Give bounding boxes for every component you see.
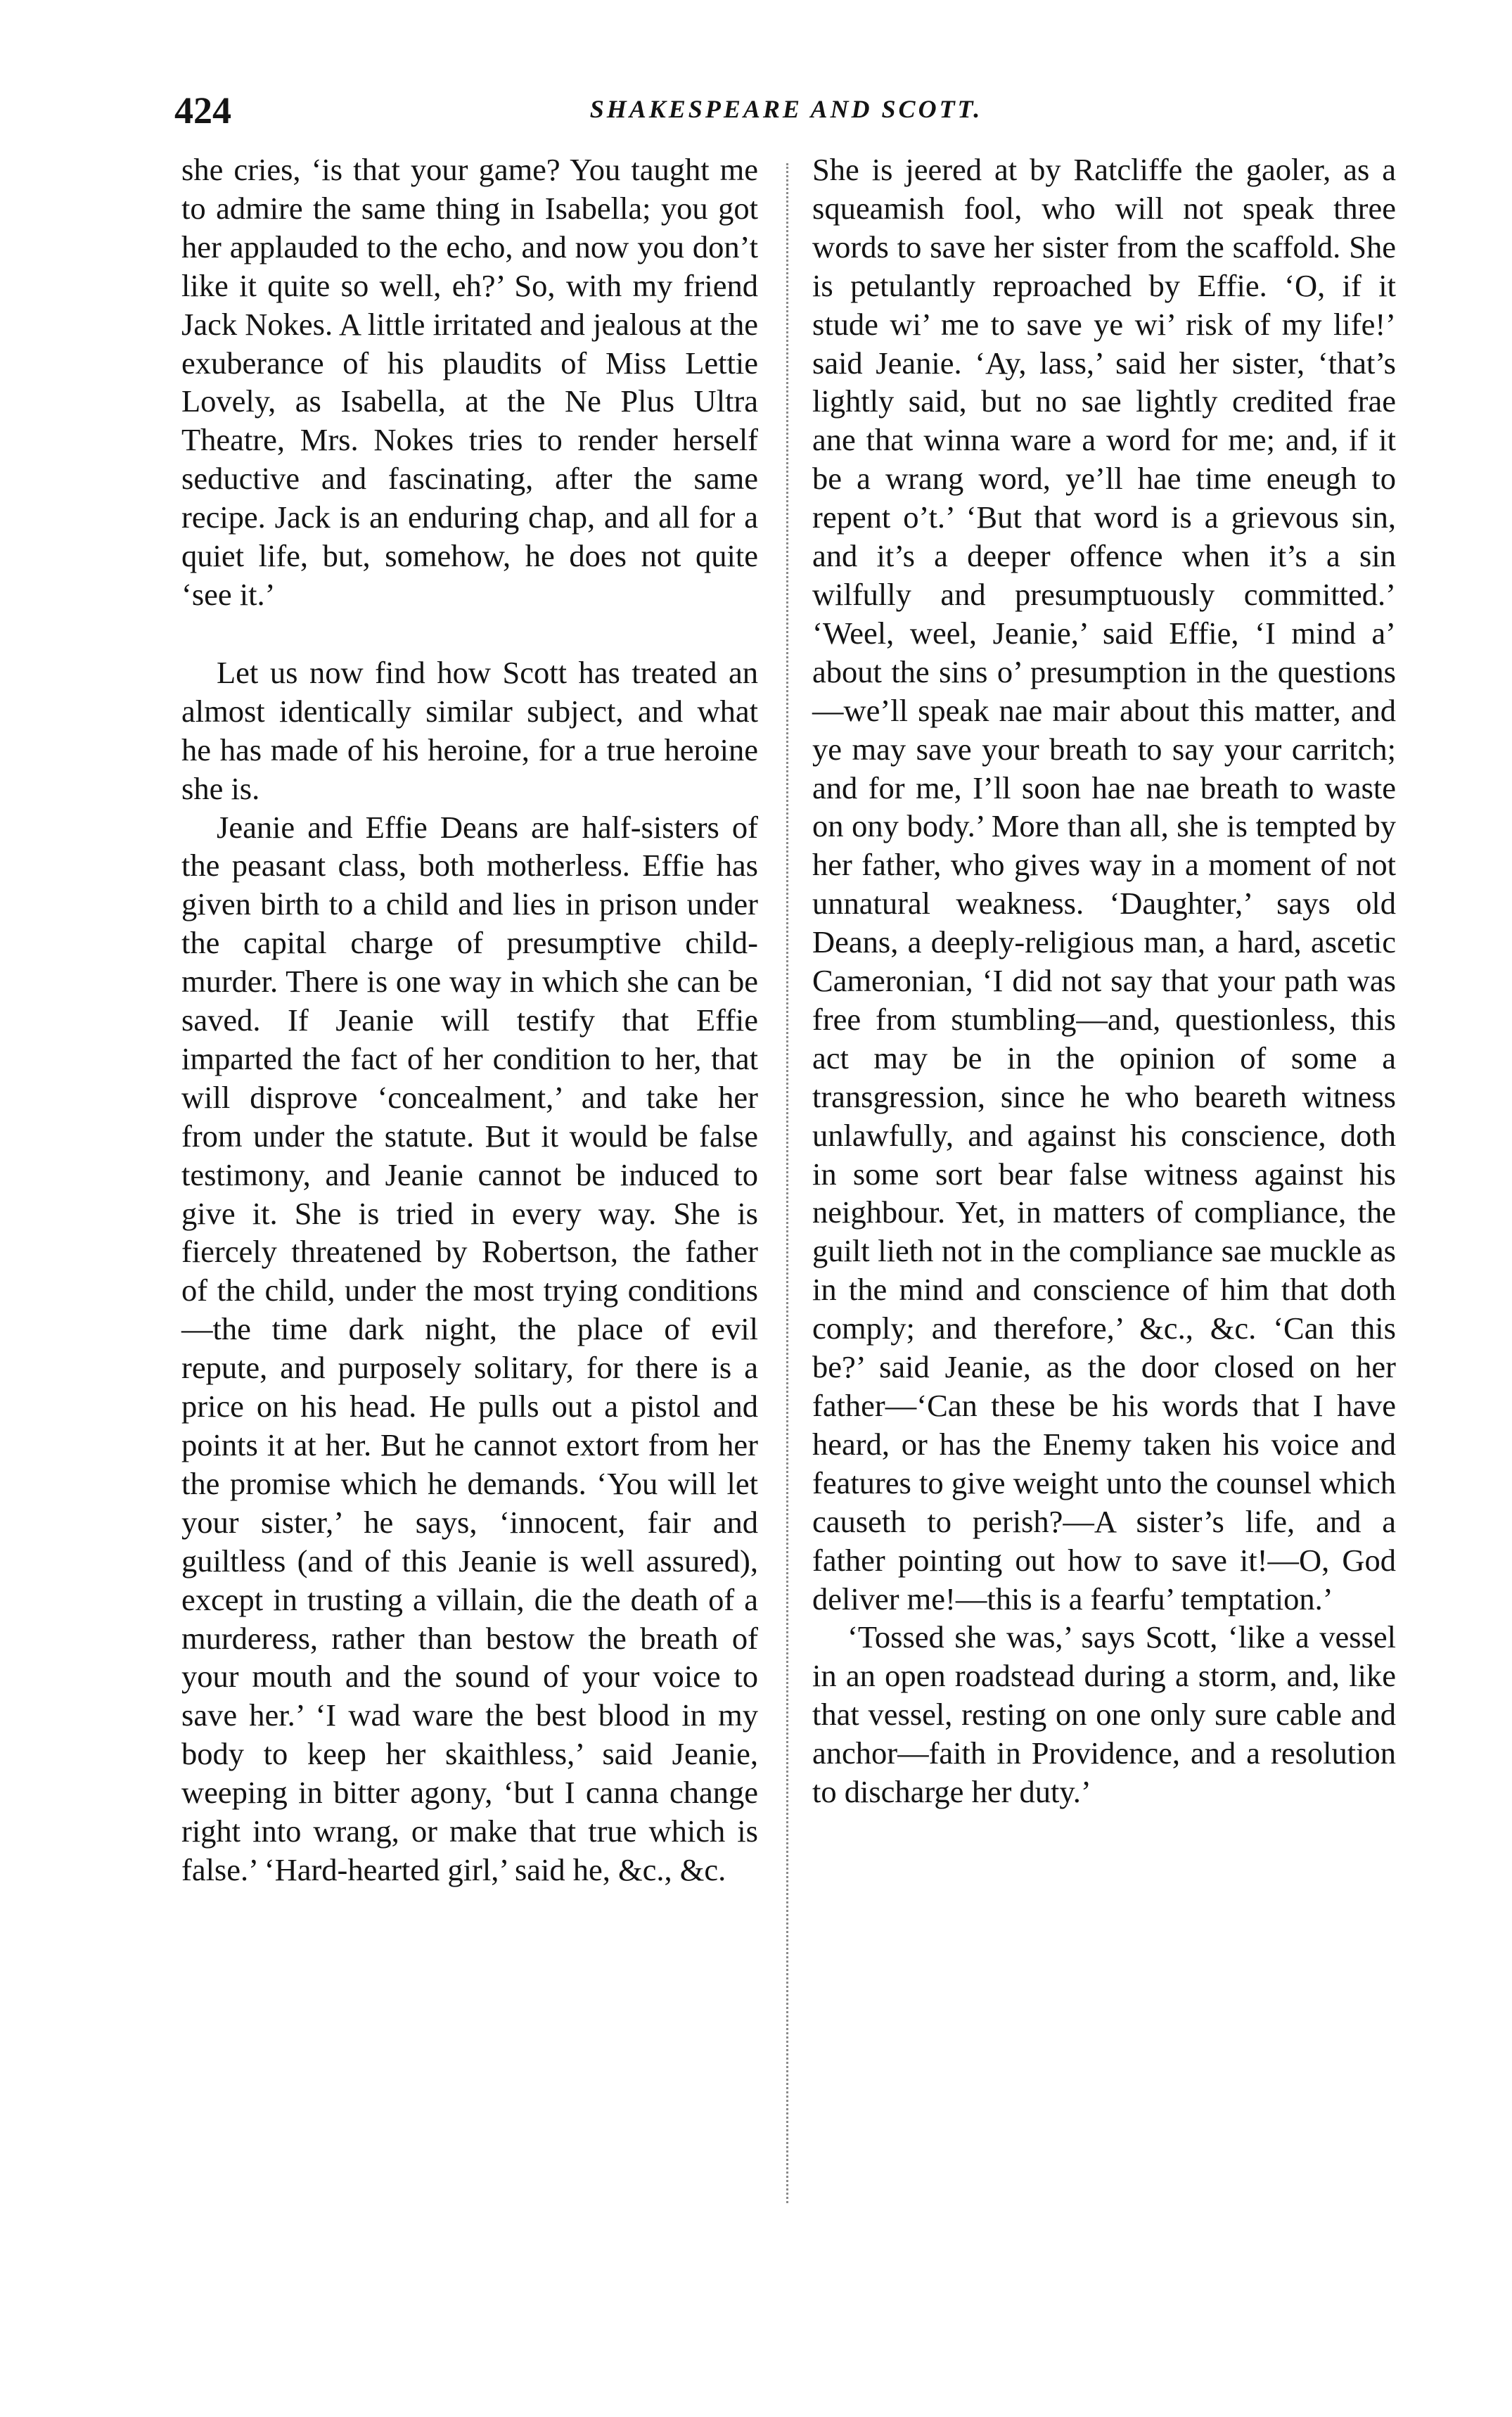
right-column [812,151,1396,1811]
paragraph: Jeanie and Effie Deans are half-sisters of the peasant class, both motherless. Effie has given birth to a child and lies in prison under the capital charge of presumptive child-murder. There is one way in which she can be saved. If Jeanie will testify that Effie imparted the fact of her condition to her, that will disprove ‘concealment,’ and take her from under the statute. But it would be false testimony, and Jeanie cannot be induced to give it. She is tried in every way. She is fiercely threatened by Robertson, the father of the child, under the most trying conditions—the time dark night, the place of evil repute, and purposely solitary, for there is a price on his head. He pulls out a pistol and points it at her. But he cannot extort from her the promise which he demands. ‘You will let your sister,’ he says, ‘innocent, fair and guiltless (and of this Jeanie is well assured), except in trusting a villain, die the death of a murderess, rather than bestow the breath of your mouth and the sound of your voice to save her.’ ‘I wad ware the best blood in my body to keep her skaithless,’ said Jeanie, weeping in bitter agony, ‘but I canna change right into wrang, or make that true which is false.’ ‘Hard-hearted girl,’ said he, &c., &c. [181,809,758,1887]
running-title: SHAKESPEARE AND SCOTT. [589,95,983,123]
paragraph: Let us now find how Scott has treated an almost identically similar subject, and what he has made of his heroine, for a true heroine she is. [181,654,758,806]
column-divider [786,163,788,2203]
paragraph: ‘Tossed she was,’ says Scott, ‘like a vessel in an open roadstead during a storm, and, like that vessel, resting on one only sure cable and anchor—faith in Providence, and a resolution to discharge her duty.’ [812,1619,1396,1810]
left-column [181,151,758,1889]
paragraph: She is jeered at by Ratcliffe the gaoler, as a squeamish fool, who will not speak three words to save her sister from the scaffold. She is petulantly reproached by Effie. ‘O, if it stude wi’ me to save ye wi’ risk of my life!’ said Jeanie. ‘Ay, lass,’ said her sister, ‘that’s lightly said, but no sae lightly credited frae ane that winna ware a word for me; and, if it be a wrang word, ye’ll hae time eneugh to repent o’t.’ ‘But that word is a grievous sin, and it’s a deeper offence when it’s a sin wilfully and presumptuously committed.’ ‘Weel, weel, Jeanie,’ said Effie, ‘I mind a’ about the sins o’ presumption in the questions—we’ll speak nae mair about this matter, and ye may save your breath to say your carritch; and for me, I’ll soon hae nae breath to waste on ony body.’ More than all, she is tempted by her father, who gives way in a moment of not unnatural weakness. ‘Daughter,’ says old Deans, a deeply-religious man, a hard, ascetic Cameronian, ‘I did not say that your path was free from stumbling—and, questionless, this act may be in the opinion of some a transgression, since he who beareth witness unlawfully, and against his conscience, doth in some sort bear false witness against his neighbour. Yet, in matters of compliance, the guilt lieth not in the compliance sae muckle as in the mind and conscience of him that doth comply; and therefore,’ &c., &c. ‘Can this be?’ said Jeanie, as the door closed on her father—‘Can these be his words that I have heard, or has the Enemy taken his voice and features to give weight unto the counsel which causeth to perish?—A sister’s life, and a father pointing out how to save it!—O, God deliver me!—this is a fearfu’ temptation.’ [812,152,1396,1616]
page-header [174,83,1398,139]
paragraph: she cries, ‘is that your game? You taught me to admire the same thing in Isabella; you got her applauded to the echo, and now you don’t like it quite so well, eh?’ So, with my friend Jack Nokes. A little irritated and jealous at the exuberance of his plaudits of Miss Lettie Lovely, as Isabella, at the Ne Plus Ultra Theatre, Mrs. Nokes tries to render herself seductive and fascinating, after the same recipe. Jack is an enduring chap, and all for a quiet life, but, somehow, he does not quite ‘see it.’ [181,152,758,612]
page-number: 424 [174,89,231,132]
